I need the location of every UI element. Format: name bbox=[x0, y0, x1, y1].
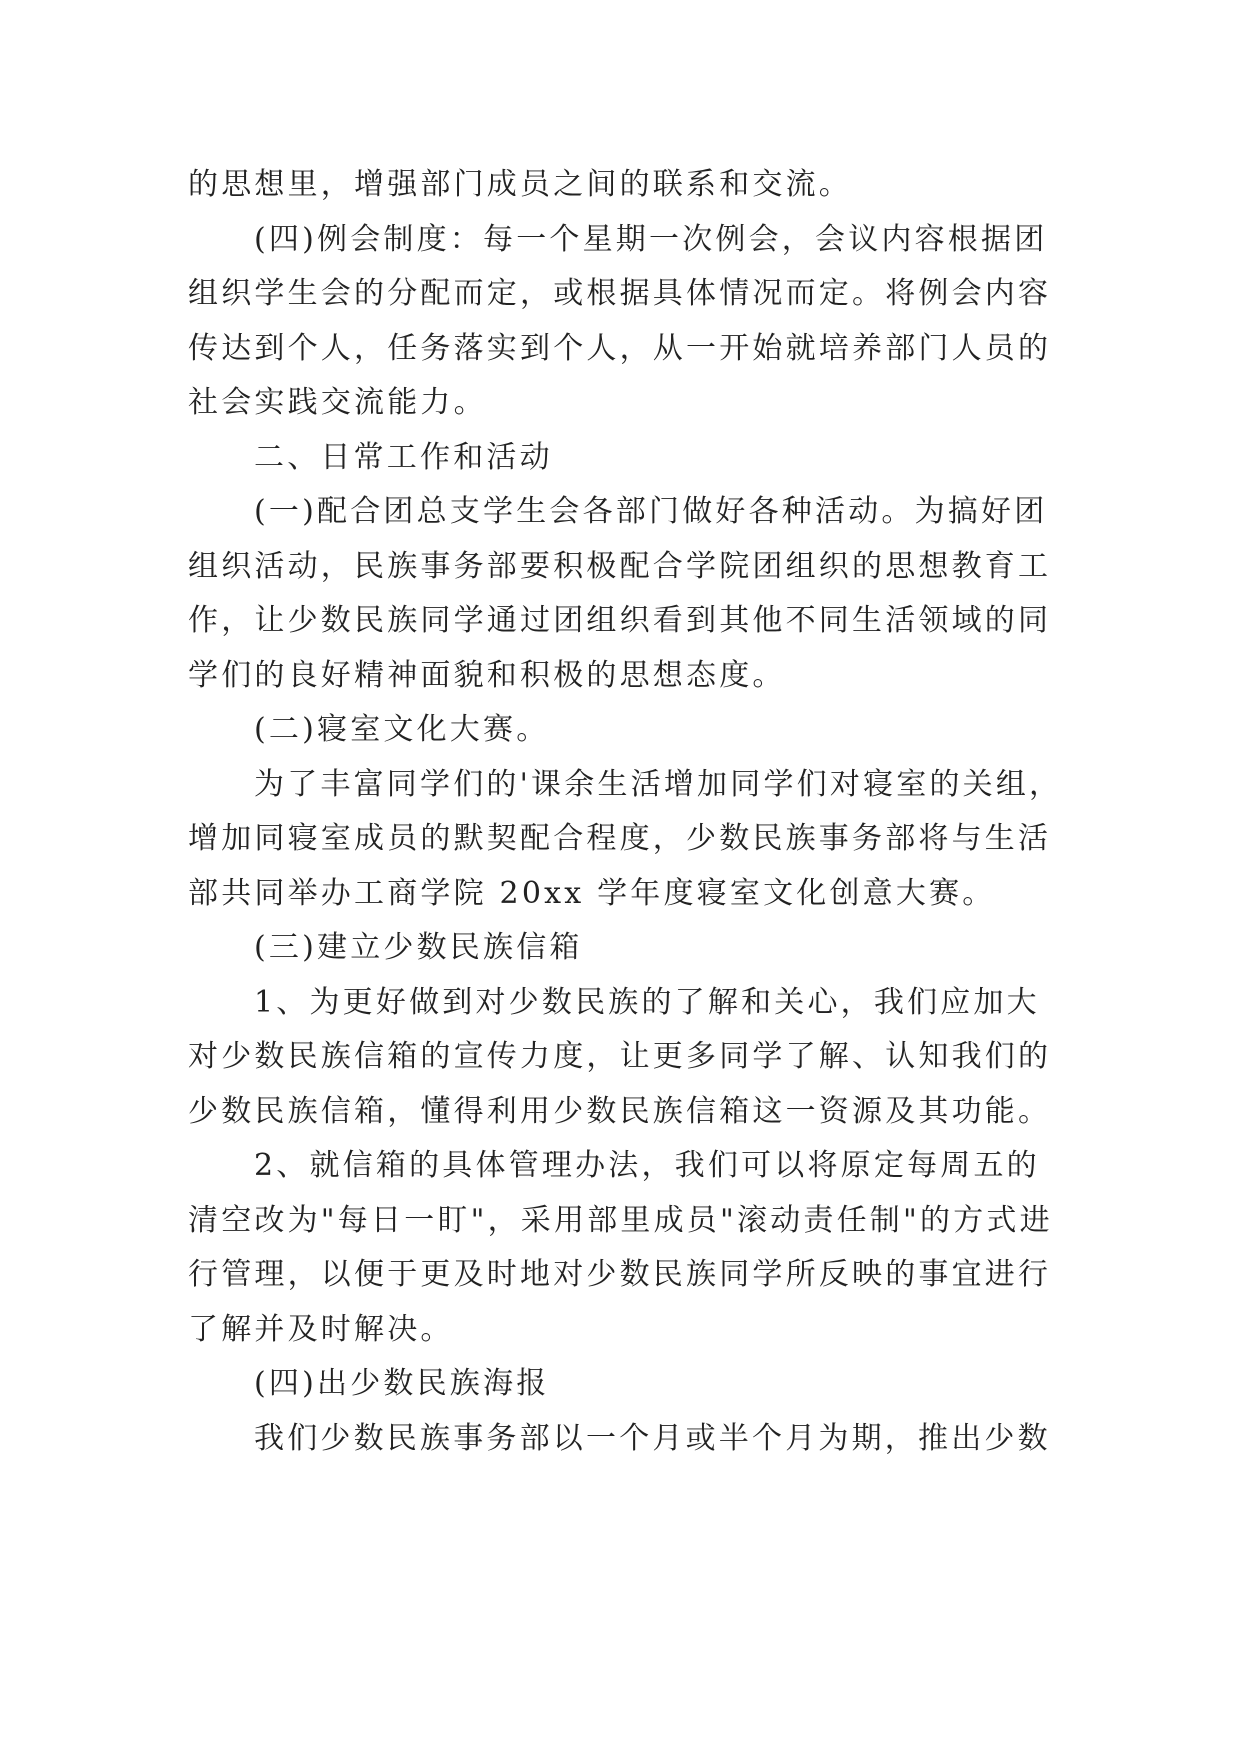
text-line: 组织学生会的分配而定，或根据具体情况而定。将例会内容 bbox=[188, 276, 1052, 311]
text-line: 了解并及时解决。 bbox=[188, 1311, 454, 1347]
text-line: 社会实践交流能力。 bbox=[188, 385, 487, 420]
section-heading: 二、日常工作和活动 bbox=[254, 439, 553, 475]
text-line: 为了丰富同学们的'课余生活增加同学们对寝室的关组， bbox=[254, 766, 1063, 802]
text-line: 清空改为"每日一盯"，采用部里成员"滚动责任制"的方式进 bbox=[188, 1202, 1053, 1238]
subsection-heading: (二)寝室文化大赛。 bbox=[254, 712, 550, 747]
text-line: 作，让少数民族同学通过团组织看到其他不同生活领域的同 bbox=[188, 603, 1052, 638]
text-line: 2、就信箱的具体管理办法，我们可以将原定每周五的 bbox=[254, 1148, 1040, 1183]
text-line: (四)例会制度：每一个星期一次例会，会议内容根据团 bbox=[254, 221, 1048, 257]
subsection-heading: (四)出少数民族海报 bbox=[254, 1366, 550, 1401]
document-body bbox=[188, 158, 1063, 1466]
subsection-heading: (三)建立少数民族信箱 bbox=[254, 930, 583, 965]
text-line: 部共同举办工商学院 20xx 学年度寝室文化创意大赛。 bbox=[188, 875, 996, 911]
text-line: 组织活动，民族事务部要积极配合学院团组织的思想教育工 bbox=[188, 548, 1052, 584]
text-line: 学们的良好精神面貌和积极的思想态度。 bbox=[188, 657, 786, 693]
text-line: 行管理，以便于更及时地对少数民族同学所反映的事宜进行 bbox=[188, 1257, 1052, 1292]
text-line: 对少数民族信箱的宣传力度，让更多同学了解、认知我们的 bbox=[188, 1039, 1052, 1074]
text-line: 增加同寝室成员的默契配合程度，少数民族事务部将与生活 bbox=[188, 821, 1052, 856]
text-line: 的思想里，增强部门成员之间的联系和交流。 bbox=[188, 167, 852, 202]
text-line: 少数民族信箱，懂得利用少数民族信箱这一资源及其功能。 bbox=[188, 1093, 1052, 1129]
text-line: (一)配合团总支学生会各部门做好各种活动。为搞好团 bbox=[254, 494, 1048, 529]
text-line: 传达到个人，任务落实到个人，从一开始就培养部门人员的 bbox=[188, 330, 1052, 366]
text-line: 1、为更好做到对少数民族的了解和关心，我们应加大 bbox=[254, 984, 1040, 1020]
text-line: 我们少数民族事务部以一个月或半个月为期，推出少数 bbox=[254, 1420, 1051, 1456]
